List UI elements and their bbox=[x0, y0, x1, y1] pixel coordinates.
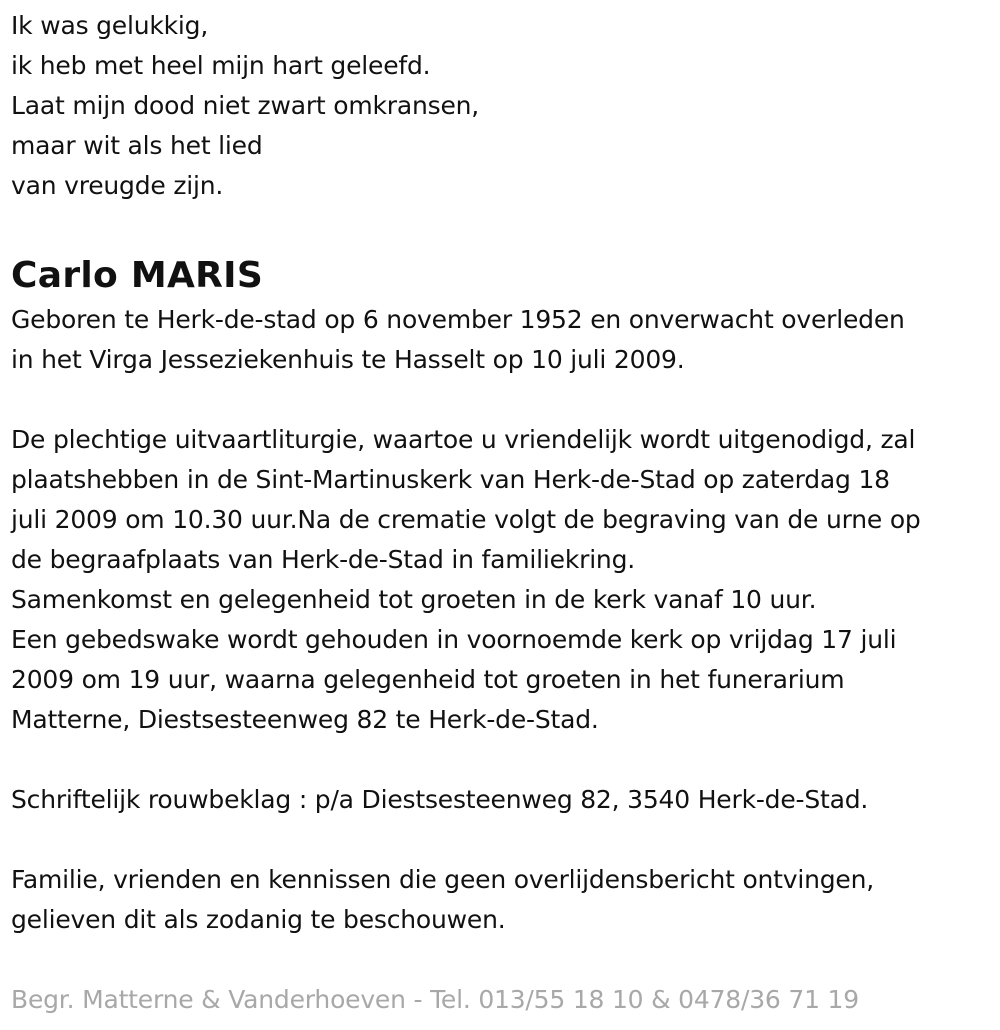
paragraph-line: Samenkomst en gelegenheid tot groeten in de kerk vanaf 10 uur. bbox=[11, 585, 817, 614]
condolences-address: Schriftelijk rouwbeklag : p/a Diestsesteenweg 82, 3540 Herk-de-Stad. bbox=[11, 785, 869, 814]
birth-death-paragraph bbox=[11, 300, 996, 380]
poem-line: Ik was gelukkig, bbox=[11, 11, 209, 40]
paragraph-line: Geboren te Herk-de-stad op 6 november 1952 en onverwacht overleden bbox=[11, 305, 905, 334]
paragraph-line: Matterne, Diestsesteenweg 82 te Herk-de-Stad. bbox=[11, 705, 599, 734]
ceremony-paragraph bbox=[11, 420, 996, 740]
obituary-document bbox=[11, 6, 996, 1020]
funeral-home-footer: Begr. Matterne & Vanderhoeven - Tel. 013/55 18 10 & 0478/36 71 19 bbox=[11, 985, 859, 1014]
paragraph-line: Een gebedswake wordt gehouden in voornoemde kerk op vrijdag 17 juli bbox=[11, 625, 897, 654]
poem-line: van vreugde zijn. bbox=[11, 171, 224, 200]
paragraph-line: 2009 om 19 uur, waarna gelegenheid tot groeten in het funerarium bbox=[11, 665, 845, 694]
paragraph-line: plaatshebben in de Sint-Martinuskerk van Herk-de-Stad op zaterdag 18 bbox=[11, 465, 890, 494]
paragraph-line: De plechtige uitvaartliturgie, waartoe u vriendelijk wordt uitgenodigd, zal bbox=[11, 425, 916, 454]
poem-line: ik heb met heel mijn hart geleefd. bbox=[11, 51, 431, 80]
poem bbox=[11, 6, 996, 206]
notice-paragraph bbox=[11, 860, 996, 940]
poem-line: maar wit als het lied bbox=[11, 131, 263, 160]
paragraph-line: gelieven dit als zodanig te beschouwen. bbox=[11, 905, 506, 934]
condolences-paragraph bbox=[11, 780, 996, 820]
deceased-name: Carlo MARIS bbox=[11, 255, 264, 296]
paragraph-line: Familie, vrienden en kennissen die geen overlijdensbericht ontvingen, bbox=[11, 865, 875, 894]
poem-line: Laat mijn dood niet zwart omkransen, bbox=[11, 91, 480, 120]
paragraph-line: in het Virga Jesseziekenhuis te Hasselt op 10 juli 2009. bbox=[11, 345, 685, 374]
paragraph-line: de begraafplaats van Herk-de-Stad in familiekring. bbox=[11, 545, 635, 574]
paragraph-line: juli 2009 om 10.30 uur.Na de crematie volgt de begraving van de urne op bbox=[11, 505, 921, 534]
